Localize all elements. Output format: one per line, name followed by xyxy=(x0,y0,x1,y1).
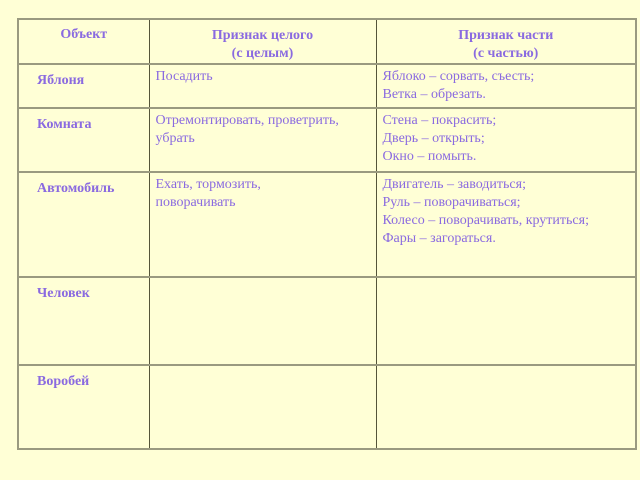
table-row xyxy=(18,64,636,108)
whole-cell xyxy=(149,64,376,108)
part-line: Стена – покрасить; xyxy=(382,113,497,128)
part-line: Яблоко – сорвать, съесть; xyxy=(382,69,535,84)
whole-line: Отремонтировать, проветрить, xyxy=(155,113,339,128)
object-cell: Автомобиль xyxy=(18,172,149,277)
part-line: Двигатель – заводиться; xyxy=(382,177,526,192)
part-cell xyxy=(376,277,636,365)
whole-cell xyxy=(149,365,376,449)
whole-line: Посадить xyxy=(155,69,213,84)
object-cell: Человек xyxy=(18,277,149,365)
part-cell xyxy=(376,108,636,172)
part-cell xyxy=(376,172,636,277)
part-line: Колесо – поворачивать, крутиться; xyxy=(382,213,589,228)
header-whole xyxy=(149,19,376,64)
part-line: Дверь – открыть; xyxy=(382,131,485,146)
whole-line: убрать xyxy=(155,131,195,146)
header-part-line1: Признак части xyxy=(458,28,554,43)
part-line: Ветка – обрезать. xyxy=(382,87,486,102)
table-row xyxy=(18,108,636,172)
table-row xyxy=(18,365,636,449)
table-row xyxy=(18,172,636,277)
object-cell: Воробей xyxy=(18,365,149,449)
whole-cell xyxy=(149,172,376,277)
attributes-table xyxy=(17,18,637,450)
part-cell xyxy=(376,365,636,449)
part-line: Руль – поворачиваться; xyxy=(382,195,521,210)
whole-line: Ехать, тормозить, xyxy=(155,177,261,192)
table-row xyxy=(18,277,636,365)
object-cell: Комната xyxy=(18,108,149,172)
whole-cell xyxy=(149,108,376,172)
whole-line: поворачивать xyxy=(155,195,236,210)
header-part xyxy=(376,19,636,64)
part-cell xyxy=(376,64,636,108)
header-whole-line1: Признак целого xyxy=(211,28,314,43)
header-object xyxy=(18,19,149,64)
header-row xyxy=(18,19,636,64)
header-object-text: Объект xyxy=(60,27,108,42)
header-part-line2: (с частью) xyxy=(473,46,539,61)
whole-cell xyxy=(149,277,376,365)
part-line: Фары – загораться. xyxy=(382,231,496,246)
header-whole-line2: (с целым) xyxy=(231,46,294,61)
object-cell: Яблоня xyxy=(18,64,149,108)
part-line: Окно – помыть. xyxy=(382,149,477,164)
